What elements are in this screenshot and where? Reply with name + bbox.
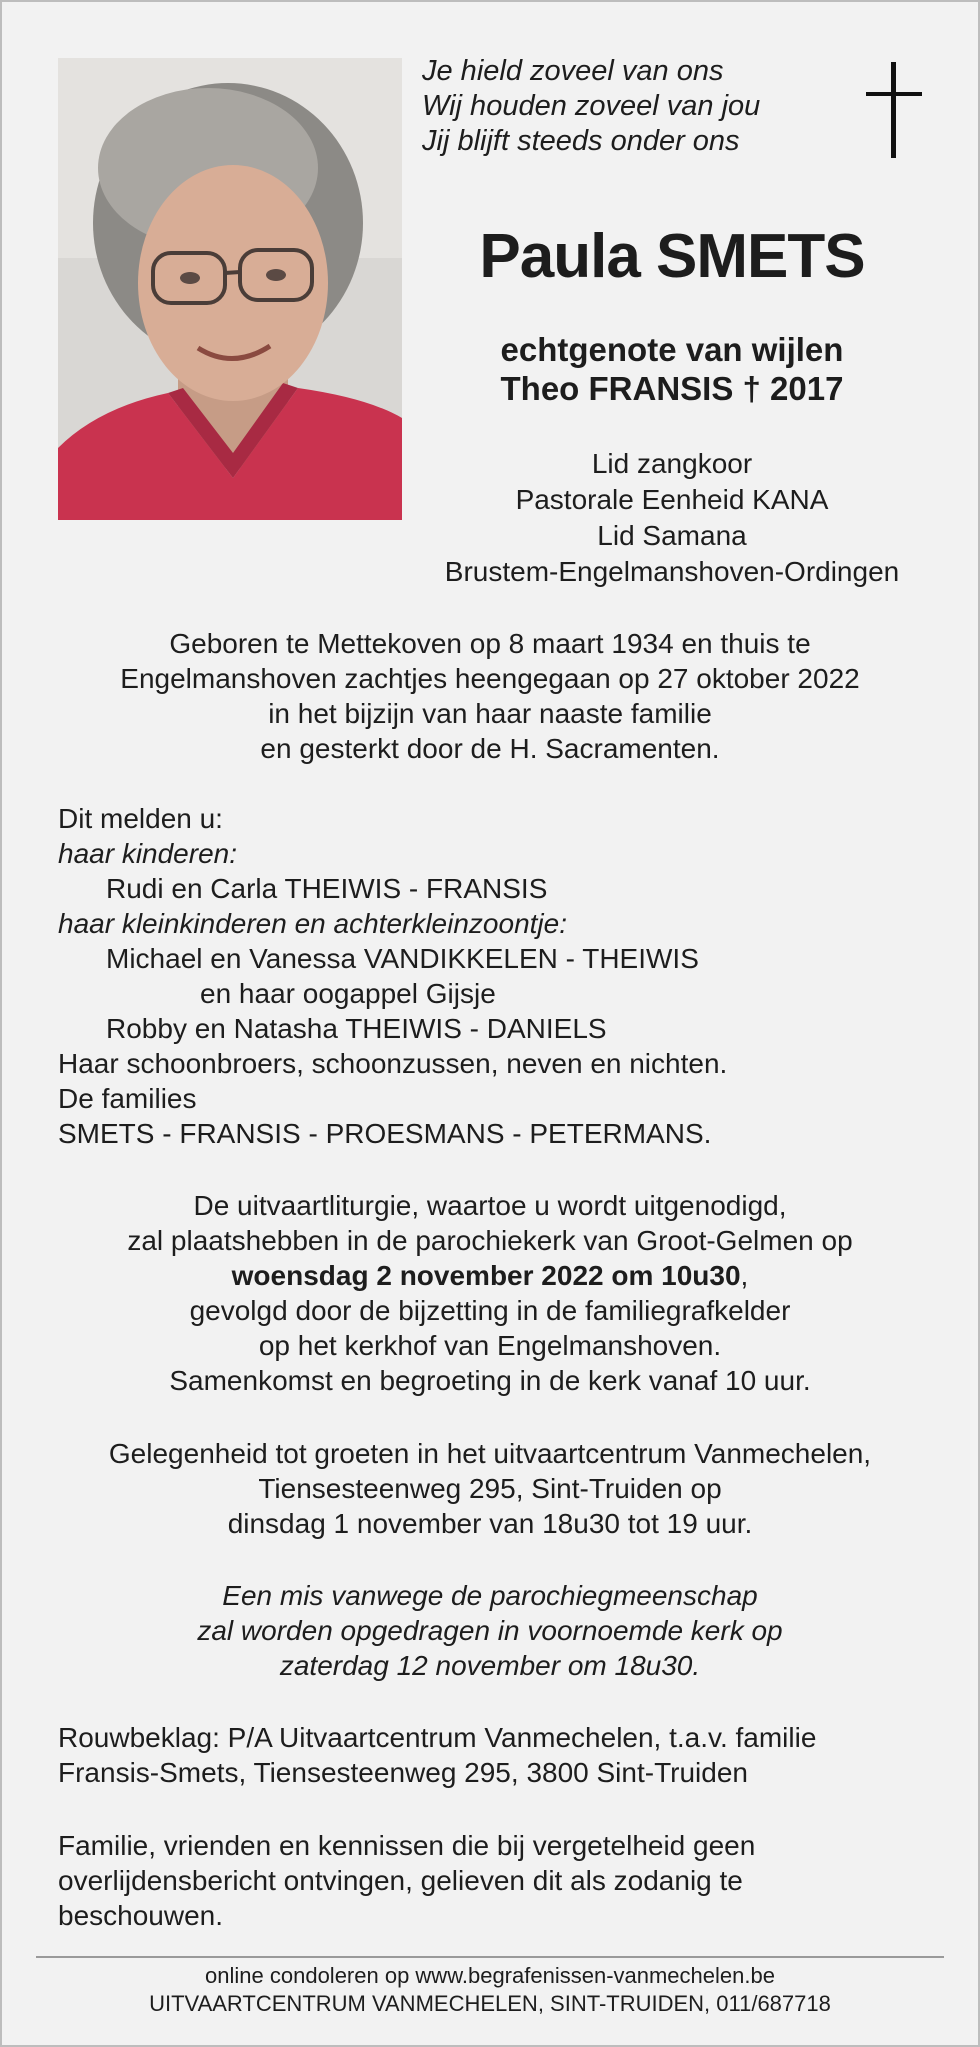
spouse-line: Theo FRANSIS † 2017 [500,370,844,407]
text-line: beschouwen. [58,1900,224,1931]
membership-line: Lid Samana [597,520,747,551]
notice-text [58,1828,958,1933]
spouse-line: echtgenote van wijlen [500,331,844,368]
spouse-info [422,330,922,408]
intro-line: Dit melden u: [58,803,223,834]
footer-divider [36,1956,944,1958]
online-condolence-link[interactable]: online condoleren op www.begrafenissen-vanmechelen.be [205,1963,775,1988]
inlaws-line: Haar schoonbroers, schoonzussen, neven en nichten. [58,1048,728,1079]
grandchild-names: Robby en Natasha THEIWIS - DANIELS [106,1013,607,1044]
text-line: zal plaatshebben in de parochiekerk van Groot-Gelmen op [127,1225,853,1256]
family-announcement [58,801,958,1151]
funeral-home-contact: UITVAARTCENTRUM VANMECHELEN, SINT-TRUIDEN, 011/687718 [149,1991,831,2016]
membership-line: Lid zangkoor [591,448,753,479]
text-line: Een mis vanwege de parochiegmeenschap [222,1580,758,1611]
families-label: De families [58,1083,197,1114]
portrait-photo [58,58,402,520]
funeral-service-text [40,1188,940,1398]
grandchildren-label: haar kleinkinderen en achterkleinzoontje: [58,908,567,939]
text-line: Gelegenheid tot groeten in het uitvaartcentrum Vanmechelen, [108,1438,872,1469]
great-grandchild-name: en haar oogappel Gijsje [200,978,496,1009]
membership-line: Brustem-Engelmanshoven-Ordingen [444,556,900,587]
cross-icon [866,62,922,158]
text-line: Geboren te Mettekoven op 8 maart 1934 en thuis te [169,628,811,659]
membership-line: Pastorale Eenheid KANA [515,484,829,515]
text-line: De uitvaartliturgie, waartoe u wordt uitgenodigd, [193,1190,787,1221]
text-line: gevolgd door de bijzetting in de familiegrafkelder [189,1295,791,1326]
text-line: Familie, vrienden en kennissen die bij vergetelheid geen [58,1830,756,1861]
text-line: Tiensesteenweg 295, Sint-Truiden op [258,1473,722,1504]
footer [40,1962,940,2018]
text-line: en gesterkt door de H. Sacramenten. [260,733,720,764]
portrait-image [58,58,402,520]
birth-death-text [40,626,940,766]
text-line: Samenkomst en begroeting in de kerk vanaf 10 uur. [169,1365,811,1396]
service-date: woensdag 2 november 2022 om 10u30 [231,1260,741,1291]
text-line: op het kerkhof van Engelmanshoven. [258,1330,722,1361]
visitation-text [40,1436,940,1541]
poem-line: Wij houden zoveel van jou [422,90,761,122]
families-names: SMETS - FRANSIS - PROESMANS - PETERMANS. [58,1118,712,1149]
memorial-poem [422,54,822,159]
children-names: Rudi en Carla THEIWIS - FRANSIS [106,873,548,904]
children-label: haar kinderen: [58,838,238,869]
text-line: overlijdensbericht ontvingen, gelieven dit als zodanig te [58,1865,743,1896]
text-line: in het bijzijn van haar naaste familie [268,698,712,729]
memberships [402,446,942,590]
grandchild-names: Michael en Vanessa VANDIKKELEN - THEIWIS [106,943,699,974]
service-date-suffix: , [740,1260,749,1291]
memorial-mass-text [40,1578,940,1683]
text-line: zal worden opgedragen in voornoemde kerk op [197,1615,783,1646]
text-line: Fransis-Smets, Tiensesteenweg 295, 3800 Sint-Truiden [58,1757,748,1788]
service-date-line [40,1258,940,1293]
text-line: dinsdag 1 november van 18u30 tot 19 uur. [227,1508,753,1539]
text-line: zaterdag 12 november om 18u30. [279,1650,701,1681]
condolence-address [58,1720,958,1790]
deceased-name: Paula SMETS [479,222,865,291]
poem-line: Jij blijft steeds onder ons [422,125,740,157]
text-line: Engelmanshoven zachtjes heengegaan op 27 oktober 2022 [120,663,860,694]
poem-line: Je hield zoveel van ons [422,55,724,87]
text-line: Rouwbeklag: P/A Uitvaartcentrum Vanmechelen, t.a.v. familie [58,1722,817,1753]
